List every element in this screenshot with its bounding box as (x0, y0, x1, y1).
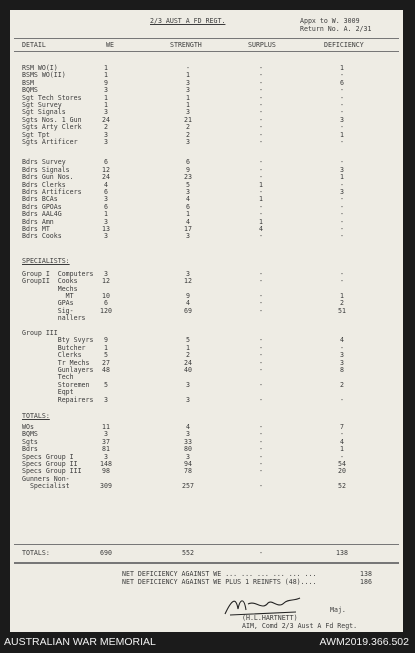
row-deficiency: - (340, 202, 344, 211)
row-surplus: - (259, 351, 263, 360)
row-detail: WOs (22, 423, 34, 431)
row-surplus: 1 (259, 195, 263, 204)
row-deficiency: - (340, 180, 344, 189)
row-strength: 2 (186, 123, 190, 132)
row-we: 1 (104, 343, 108, 352)
row-detail: Bdrs AAL4G (22, 210, 62, 219)
row-we: 9 (104, 336, 108, 345)
row-strength: 1 (186, 93, 190, 102)
row-strength: 69 (184, 306, 192, 315)
row-strength: 21 (184, 115, 192, 124)
row-surplus: - (259, 64, 263, 72)
net-deficiency-label: NET DEFICIENCY AGAINST WE ... ... ... ... ... ... (122, 570, 317, 578)
row-surplus: - (259, 138, 263, 146)
row-deficiency: 8 (340, 366, 344, 374)
row-surplus: 1 (259, 180, 263, 189)
row-detail: Sgts Artificer (22, 138, 78, 146)
row-deficiency: - (340, 101, 344, 109)
row-strength: 3 (186, 188, 190, 196)
row-detail: Sgts Arty Clerk (22, 123, 82, 132)
row-surplus: - (259, 123, 263, 132)
row-detail: Bdrs Cooks (22, 232, 62, 241)
row-surplus: - (259, 549, 263, 557)
row-detail: Tr Mechs (22, 358, 90, 367)
row-surplus: - (259, 358, 263, 367)
signatory-title: AIM, Comd 2/3 Aust A Fd Regt. (242, 622, 358, 630)
row-surplus: - (259, 437, 263, 446)
row-detail: Sgt Survey (22, 101, 62, 109)
row-surplus: 1 (259, 217, 263, 226)
row-deficiency: 52 (338, 482, 346, 491)
row-we: 1 (104, 71, 108, 80)
row-strength: 6 (186, 202, 190, 211)
row-detail: Sig- (22, 306, 74, 315)
row-we: 5 (104, 351, 108, 360)
row-detail: Sgt Tpt (22, 130, 50, 139)
row-we: 3 (104, 452, 108, 461)
row-detail: Sgts (22, 437, 38, 446)
row-detail: BSM (22, 78, 34, 87)
row-detail: BQMS (22, 430, 38, 439)
row-detail: Group III (22, 329, 58, 337)
row-we: 24 (102, 115, 110, 124)
row-surplus: 4 (259, 225, 263, 233)
row-deficiency: - (340, 71, 344, 80)
row-strength: 3 (186, 269, 190, 278)
row-deficiency: 54 (338, 460, 346, 468)
row-we: 9 (104, 78, 108, 87)
net-deficiency-label: NET DEFICIENCY AGAINST WE PLUS 1 REINFTS (48).... (122, 578, 317, 586)
row-detail: Bdrs MT (22, 225, 50, 233)
row-we: 48 (102, 366, 110, 374)
row-strength: 80 (184, 445, 192, 454)
row-surplus: - (259, 292, 263, 300)
row-we: 120 (100, 306, 112, 315)
row-we: 12 (102, 277, 110, 286)
row-surplus: - (259, 93, 263, 102)
row-strength: 1 (186, 71, 190, 80)
row-deficiency: - (340, 158, 344, 167)
row-detail: Butcher (22, 343, 86, 352)
row-surplus: - (259, 115, 263, 124)
row-strength: 23 (184, 173, 192, 182)
row-we: 11 (102, 423, 110, 431)
row-we: 4 (104, 180, 108, 189)
row-surplus: - (259, 343, 263, 352)
row-strength: - (186, 64, 190, 72)
row-we: 27 (102, 358, 110, 367)
row-surplus: - (259, 210, 263, 219)
row-deficiency: 6 (340, 78, 344, 87)
row-strength: 2 (186, 130, 190, 139)
row-we: 6 (104, 299, 108, 308)
row-we: 690 (100, 549, 112, 557)
row-surplus: - (259, 452, 263, 461)
row-strength: 1 (186, 101, 190, 109)
totals-heading: TOTALS: (22, 412, 50, 420)
row-we: 13 (102, 225, 110, 233)
row-detail: Specs Group II (22, 460, 78, 468)
row-deficiency: 1 (340, 173, 344, 182)
row-surplus: - (259, 395, 263, 404)
row-detail: Bty Svyrs (22, 336, 94, 345)
row-strength: 12 (184, 277, 192, 286)
row-surplus: - (259, 71, 263, 80)
row-deficiency: - (340, 210, 344, 219)
column-we: WE (106, 41, 114, 49)
row-detail: Mechs (22, 284, 78, 293)
row-detail: RSM WO(I) (22, 64, 58, 72)
row-surplus: - (259, 202, 263, 211)
row-surplus: - (259, 380, 263, 389)
row-surplus: - (259, 101, 263, 109)
row-strength: 3 (186, 138, 190, 146)
row-strength: 3 (186, 78, 190, 87)
net-deficiency-value: 138 (360, 570, 372, 578)
row-deficiency: - (340, 269, 344, 278)
row-surplus: - (259, 467, 263, 476)
row-we: 3 (104, 108, 108, 117)
row-strength: 3 (186, 86, 190, 95)
specialists-heading: SPECIALISTS: (22, 256, 70, 265)
row-surplus: - (259, 165, 263, 174)
column-deficiency: DEFICIENCY (324, 41, 364, 49)
row-deficiency: 3 (340, 115, 344, 124)
row-strength: 24 (184, 358, 192, 367)
row-deficiency: - (340, 395, 344, 404)
row-detail: Bdrs (22, 445, 38, 454)
column-strength: STRENGTH (170, 41, 202, 49)
row-strength: 6 (186, 158, 190, 167)
row-deficiency: - (340, 232, 344, 241)
row-surplus: - (259, 366, 263, 374)
row-detail: GPAs (22, 299, 74, 308)
row-we: 6 (104, 158, 108, 167)
return-number: Return No. A. 2/31 (300, 25, 372, 33)
row-surplus: - (259, 173, 263, 182)
row-strength: 257 (182, 482, 194, 491)
row-deficiency: - (340, 430, 344, 439)
row-strength: 78 (184, 467, 192, 476)
row-detail: BSMS WO(II) (22, 71, 66, 80)
appendix-ref: Appx to W. 3009 (300, 17, 360, 25)
row-we: 5 (104, 380, 108, 389)
row-we: 3 (104, 86, 108, 95)
row-deficiency: 7 (340, 423, 344, 431)
row-we: 309 (100, 482, 112, 491)
column-surplus: SURPLUS (248, 41, 276, 49)
row-we: 2 (104, 123, 108, 132)
row-surplus: - (259, 423, 263, 431)
row-detail: Group I Computers (22, 269, 94, 278)
row-strength: 3 (186, 430, 190, 439)
net-deficiency-value: 186 (360, 578, 372, 586)
row-strength: 3 (186, 395, 190, 404)
row-we: 3 (104, 195, 108, 204)
archive-footer (0, 632, 415, 653)
row-we: 37 (102, 437, 110, 446)
row-deficiency: 1 (340, 292, 344, 300)
row-detail: GroupII Cooks (22, 277, 78, 286)
row-strength: 9 (186, 165, 190, 174)
row-we: 3 (104, 130, 108, 139)
row-detail: Specs Group I (22, 452, 74, 461)
column-detail: DETAIL (22, 41, 46, 49)
row-deficiency: - (340, 452, 344, 461)
row-deficiency: 3 (340, 358, 344, 367)
row-deficiency: 51 (338, 306, 346, 315)
row-deficiency: 1 (340, 445, 344, 454)
row-deficiency: - (340, 123, 344, 132)
row-detail: Gunlayers (22, 366, 94, 374)
row-strength: 552 (182, 549, 194, 557)
row-detail: Repairers (22, 395, 94, 404)
row-we: 10 (102, 292, 110, 300)
row-deficiency: 3 (340, 188, 344, 196)
row-strength: 3 (186, 108, 190, 117)
row-strength: 40 (184, 366, 192, 374)
row-detail: Specialist (22, 482, 70, 491)
row-detail: TOTALS: (22, 549, 50, 557)
row-we: 148 (100, 460, 112, 468)
row-deficiency: 20 (338, 467, 346, 476)
row-surplus: - (259, 78, 263, 87)
row-strength: 4 (186, 299, 190, 308)
row-we: 1 (104, 101, 108, 109)
row-deficiency: 4 (340, 336, 344, 345)
row-detail: Sgt Tech Stores (22, 93, 82, 102)
row-we: 1 (104, 64, 108, 72)
row-detail: Tech (22, 373, 74, 382)
row-deficiency: - (340, 225, 344, 233)
row-surplus: - (259, 277, 263, 286)
row-we: 6 (104, 188, 108, 196)
row-strength: 1 (186, 210, 190, 219)
row-we: 81 (102, 445, 110, 454)
document-page (10, 10, 403, 632)
row-surplus: - (259, 336, 263, 345)
row-detail: Gunners Non- (22, 474, 70, 483)
row-deficiency: - (340, 217, 344, 226)
row-strength: 94 (184, 460, 192, 468)
row-detail: Clerks (22, 351, 82, 360)
row-strength: 1 (186, 343, 190, 352)
row-we: 3 (104, 138, 108, 146)
row-surplus: - (259, 130, 263, 139)
row-detail: Eqpt (22, 388, 74, 397)
row-we: 98 (102, 467, 110, 476)
row-detail: Bdrs BCAs (22, 195, 58, 204)
row-detail: MT (22, 292, 74, 300)
row-strength: 4 (186, 195, 190, 204)
row-surplus: - (259, 269, 263, 278)
row-we: 3 (104, 395, 108, 404)
row-deficiency: - (340, 86, 344, 95)
row-detail: Bdrs Clerks (22, 180, 66, 189)
row-we: 3 (104, 232, 108, 241)
row-strength: 4 (186, 217, 190, 226)
row-surplus: - (259, 86, 263, 95)
row-we: 1 (104, 210, 108, 219)
archive-reference: AWM2019.366.502 (319, 636, 409, 648)
row-detail: Bdrs Artificers (22, 188, 82, 196)
row-strength: 5 (186, 336, 190, 345)
row-strength: 3 (186, 380, 190, 389)
row-deficiency: 3 (340, 165, 344, 174)
row-deficiency: 4 (340, 437, 344, 446)
row-strength: 33 (184, 437, 192, 446)
row-detail: Sgts Nos. 1 Gun (22, 115, 82, 124)
row-deficiency: - (340, 138, 344, 146)
row-surplus: - (259, 232, 263, 241)
row-strength: 5 (186, 180, 190, 189)
row-surplus: - (259, 158, 263, 167)
row-detail: Bdrs Amn (22, 217, 54, 226)
unit-title: 2/3 AUST A FD REGT. (150, 17, 226, 25)
row-deficiency: - (340, 343, 344, 352)
row-deficiency: 138 (336, 549, 348, 557)
row-strength: 2 (186, 351, 190, 360)
row-strength: 3 (186, 232, 190, 241)
row-surplus: - (259, 299, 263, 308)
row-strength: 17 (184, 225, 192, 233)
row-surplus: - (259, 460, 263, 468)
row-deficiency: - (340, 277, 344, 286)
row-we: 6 (104, 202, 108, 211)
row-deficiency: - (340, 93, 344, 102)
signatory-name: (H.L.HARTNETT) (242, 614, 298, 622)
row-surplus: - (259, 306, 263, 315)
row-detail: Bdrs Signals (22, 165, 70, 174)
row-surplus: - (259, 188, 263, 196)
row-deficiency: - (340, 108, 344, 117)
row-strength: 4 (186, 423, 190, 431)
row-detail: Sgt Signals (22, 108, 66, 117)
row-deficiency: 3 (340, 351, 344, 360)
row-surplus: - (259, 108, 263, 117)
row-we: 24 (102, 173, 110, 182)
row-surplus: - (259, 445, 263, 454)
row-surplus: - (259, 430, 263, 439)
row-deficiency: 1 (340, 130, 344, 139)
row-detail: Bdrs Gun Nos. (22, 173, 74, 182)
row-deficiency: - (340, 195, 344, 204)
row-strength: 3 (186, 452, 190, 461)
row-detail: BQMS (22, 86, 38, 95)
archive-name: AUSTRALIAN WAR MEMORIAL (4, 636, 156, 648)
row-detail: Storemen (22, 380, 90, 389)
row-deficiency: 2 (340, 380, 344, 389)
row-we: 3 (104, 430, 108, 439)
row-we: 3 (104, 217, 108, 226)
row-deficiency: 2 (340, 299, 344, 308)
row-detail: Bdrs GPOAs (22, 202, 62, 211)
row-surplus: - (259, 482, 263, 491)
row-deficiency: 1 (340, 64, 344, 72)
row-detail: nallers (22, 314, 86, 323)
row-detail: Specs Group III (22, 467, 82, 476)
row-we: 1 (104, 93, 108, 102)
row-strength: 9 (186, 292, 190, 300)
row-detail: Bdrs Survey (22, 158, 66, 167)
row-we: 3 (104, 269, 108, 278)
signatory-rank: Maj. (330, 606, 346, 614)
row-we: 12 (102, 165, 110, 174)
